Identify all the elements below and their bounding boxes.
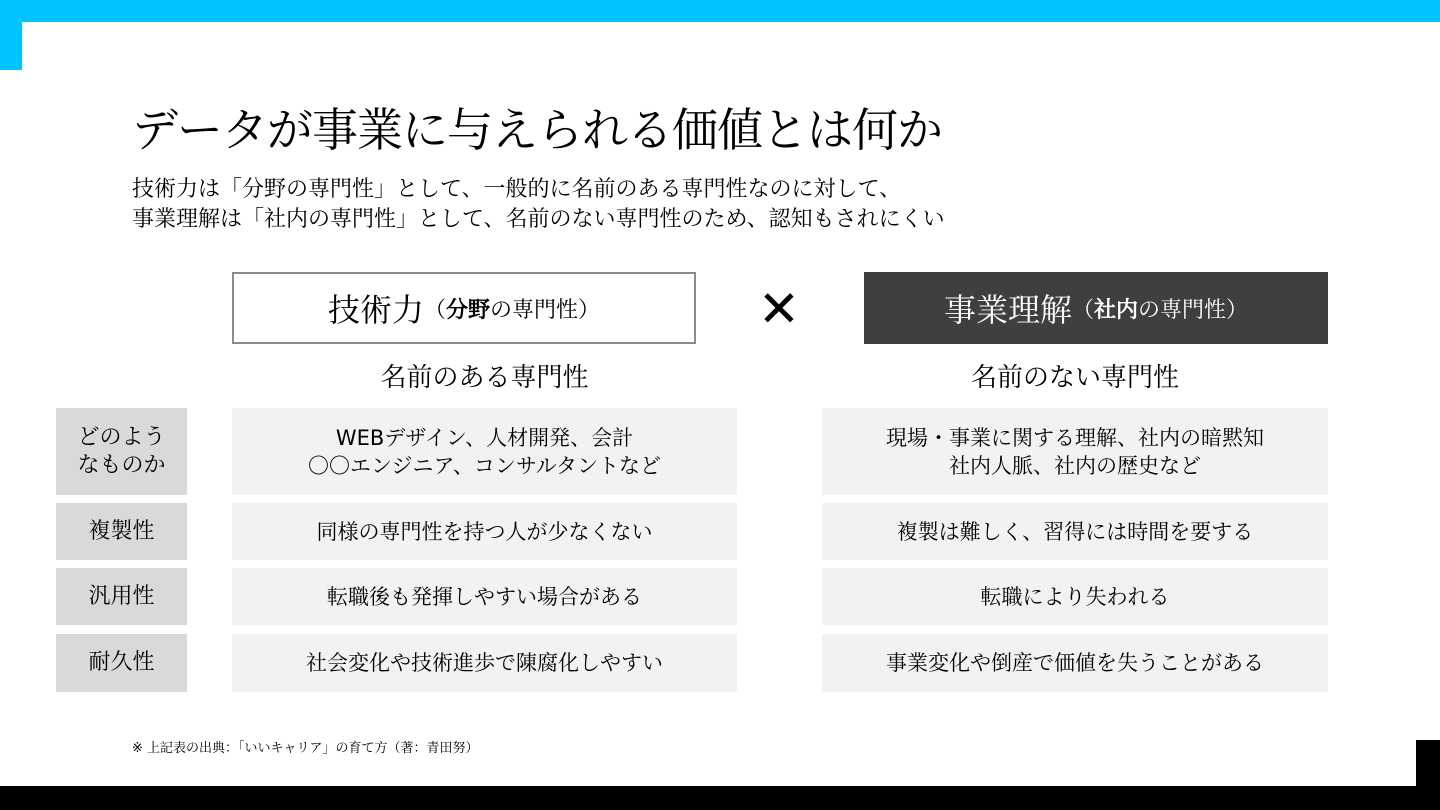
- slide-title: データが事業に与えられる価値とは何か: [132, 103, 942, 157]
- top-accent-bar: [0, 0, 1440, 22]
- cell-line: 〇〇エンジニア、コンサルタントなど: [308, 453, 661, 478]
- table-cell: 同様の専門性を持つ人が少なくない: [232, 503, 737, 560]
- table-cell: 社会変化や技術進歩で陳腐化しやすい: [232, 634, 737, 692]
- business-understanding-header: [864, 272, 1328, 344]
- table-cell: 転職後も発揮しやすい場合がある: [232, 568, 737, 625]
- subtitle-line-1: 技術力は「分野の専門性」として、一般的に名前のある専門性なのに対して、: [132, 177, 902, 202]
- table-cell: [822, 408, 1328, 495]
- paren-open: （: [423, 297, 446, 323]
- row-label-line: なものか: [77, 452, 166, 478]
- table-cell: 事業変化や倒産で価値を失うことがある: [822, 634, 1328, 692]
- cross-icon: ✕: [758, 280, 800, 338]
- bottom-bar: [0, 786, 1440, 810]
- paren-open: （: [1071, 297, 1094, 323]
- business-understanding-title: 事業理解: [943, 291, 1072, 329]
- row-label-versatility: 汎用性: [56, 568, 187, 625]
- row-label-replicability: 複製性: [56, 503, 187, 560]
- bottom-right-tab: [1416, 740, 1440, 810]
- table-cell: 複製は難しく、習得には時間を要する: [822, 503, 1328, 560]
- cell-line: WEBデザイン、人材開発、会計: [335, 425, 634, 450]
- technical-skill-header: [232, 272, 696, 344]
- subtitle-line-2: 事業理解は「社内の専門性」として、名前のない専門性のため、認知もされにくい: [132, 207, 945, 232]
- left-column-label: 名前のある専門性: [380, 363, 589, 393]
- cell-line: 社内人脈、社内の歴史など: [949, 453, 1201, 478]
- right-column-label: 名前のない専門性: [970, 363, 1179, 393]
- table-cell: 転職により失われる: [822, 568, 1328, 625]
- paren-rest-text: の専門性）: [1138, 297, 1249, 323]
- top-left-accent-tab: [0, 0, 22, 70]
- row-label-what: [56, 408, 187, 495]
- cell-line: 現場・事業に関する理解、社内の暗黙知: [886, 425, 1264, 450]
- paren-bold-text: 社内: [1094, 297, 1139, 323]
- technical-skill-title: 技術力: [327, 291, 424, 329]
- row-label-line: どのよう: [77, 424, 166, 450]
- row-label-durability: 耐久性: [56, 634, 187, 692]
- paren-bold-text: 分野: [446, 297, 491, 323]
- source-footnote: ※ 上記表の出典：「いいキャリア」の育て方（著：青田努）: [132, 741, 479, 756]
- paren-rest-text: の専門性）: [490, 297, 601, 323]
- table-cell: [232, 408, 737, 495]
